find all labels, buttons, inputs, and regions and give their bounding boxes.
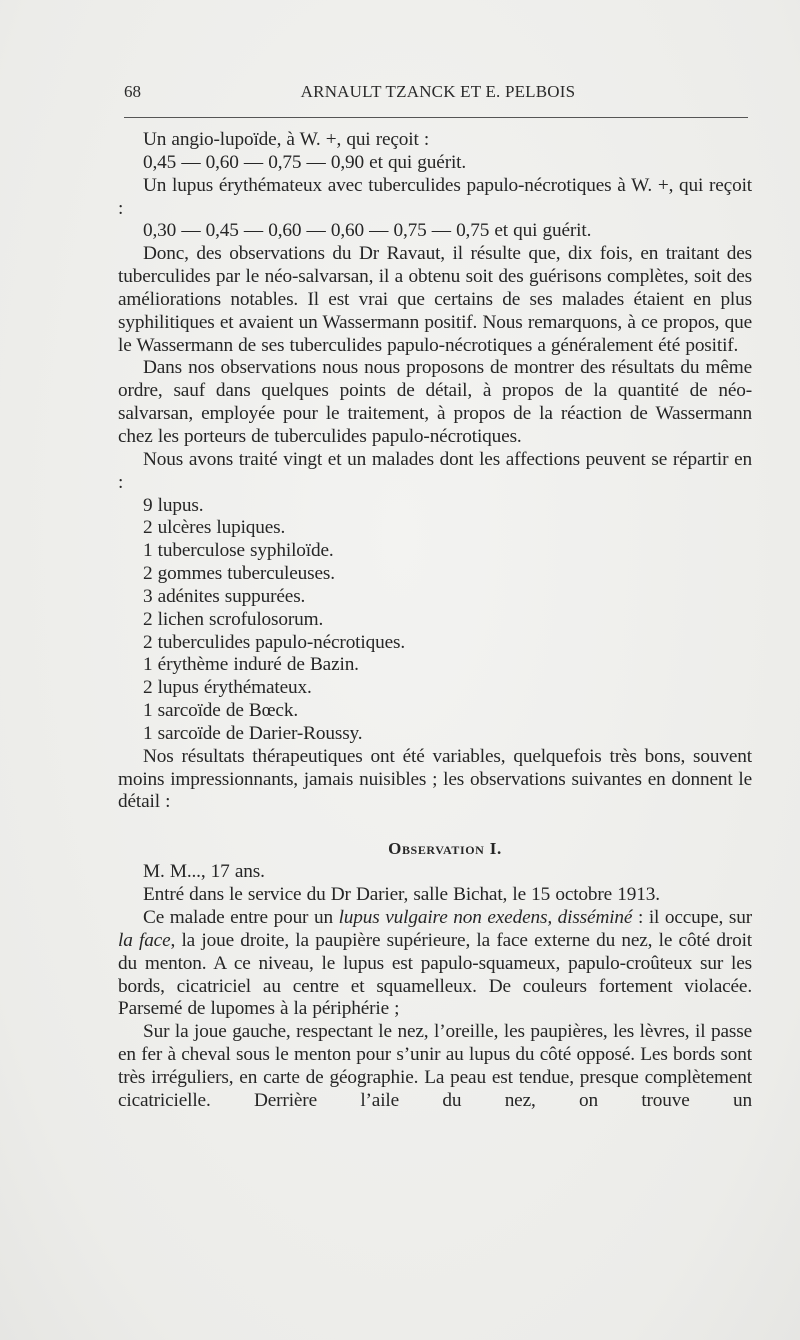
body-text bbox=[118, 129, 752, 1113]
patient-identifier: M. M..., 17 ans. bbox=[143, 861, 265, 883]
paragraph-lupus-description bbox=[118, 907, 752, 1021]
running-title: ARNAULT TZANCK ET E. PELBOIS bbox=[300, 82, 576, 101]
list-item: 2 lupus érythémateux. bbox=[143, 677, 312, 699]
paragraph-angio-lupoide: Un angio-lupoïde, à W. +, qui reçoit : bbox=[143, 129, 430, 150]
text-run: , la joue droite, la paupière supérieure, la face externe du nez, le côté droit du menton. A ce niveau, le lupus est papulo-squameux, papulo-croûteux sur les bords, cicatriciel au centre et squamelleux. De couleurs fortement violacée. Parsemé de lupomes à la périphérie ; bbox=[118, 929, 753, 1020]
italic-diagnosis: lupus vulgaire non exedens, disséminé bbox=[338, 907, 633, 928]
text-run: : il occupe, sur bbox=[632, 907, 752, 928]
paragraph-left-cheek: Sur la joue gauche, respectant le nez, l’oreille, les paupières, les lèvres, il passe en fer à cheval sous le menton pour s’unir au lupus du côté opposé. Les bords sont très irréguliers, en carte de géographie. La peau est tendue, presque complètement cicatricielle. Derrière l’aile du nez, on trouve un bbox=[118, 1021, 752, 1111]
paragraph-ravaut-observations: Donc, des observations du Dr Ravaut, il résulte que, dix fois, en traitant des tuberculides par le néo-salvarsan, il a obtenu soit des guérisons complètes, soit des améliorations notables. Il est vrai que certains de ses malades étaient en plus syphilitiques et avaient un Wassermann positif. Nous remarquons, à ce propos, que le Wassermann de ses tuberculides papulo-nécrotiques a généralement été positif. bbox=[118, 243, 752, 356]
paragraph-admission: Entré dans le service du Dr Darier, salle Bichat, le 15 octobre 1913. bbox=[143, 884, 660, 906]
paragraph-doses-2: 0,30 — 0,45 — 0,60 — 0,60 — 0,75 — 0,75 et qui guérit. bbox=[143, 220, 592, 242]
affections-list bbox=[118, 495, 752, 746]
paragraph-lupus-erythemateux: Un lupus érythémateux avec tuberculides papulo-nécrotiques à W. +, qui reçoit : bbox=[118, 174, 752, 219]
list-item: 1 érythème induré de Bazin. bbox=[143, 654, 359, 676]
list-item: 1 sarcoïde de Darier-Roussy. bbox=[143, 722, 363, 744]
list-item: 2 tuberculides papulo-nécrotiques. bbox=[143, 631, 406, 653]
paragraph-our-observations: Dans nos observations nous nous proposons de montrer des résultats du même ordre, sauf dans quelques points de détail, à propos de la quantité de néo-salvarsan, employée pour le traitement, à propos de la réaction de Wassermann chez les porteurs de tuberculides papulo-nécrotiques. bbox=[118, 357, 752, 447]
list-item: 9 lupus. bbox=[143, 494, 204, 516]
page-number: 68 bbox=[124, 82, 141, 101]
text-run: Ce malade entre pour un bbox=[143, 907, 339, 928]
italic-location: la face bbox=[118, 929, 171, 951]
header-rule bbox=[124, 117, 748, 118]
list-item: 3 adénites suppurées. bbox=[143, 585, 306, 607]
paragraph-doses-1: 0,45 — 0,60 — 0,75 — 0,90 et qui guérit. bbox=[143, 151, 467, 173]
observation-heading: Observation I. bbox=[388, 839, 502, 859]
paragraph-twenty-one-patients: Nous avons traité vingt et un malades dont les affections peuvent se répartir en : bbox=[118, 448, 752, 493]
list-item: 1 sarcoïde de Bœck. bbox=[143, 700, 298, 722]
list-item: 2 lichen scrofulosorum. bbox=[143, 608, 324, 630]
list-item: 2 ulcères lupiques. bbox=[143, 517, 286, 539]
list-item: 2 gommes tuberculeuses. bbox=[143, 563, 335, 585]
running-head bbox=[124, 80, 752, 104]
paragraph-therapeutic-results: Nos résultats thérapeutiques ont été variables, quelquefois très bons, souvent moins impressionnants, jamais nuisibles ; les observations suivantes en donnent le détail : bbox=[118, 745, 752, 813]
list-item: 1 tuberculose syphiloïde. bbox=[143, 540, 334, 562]
